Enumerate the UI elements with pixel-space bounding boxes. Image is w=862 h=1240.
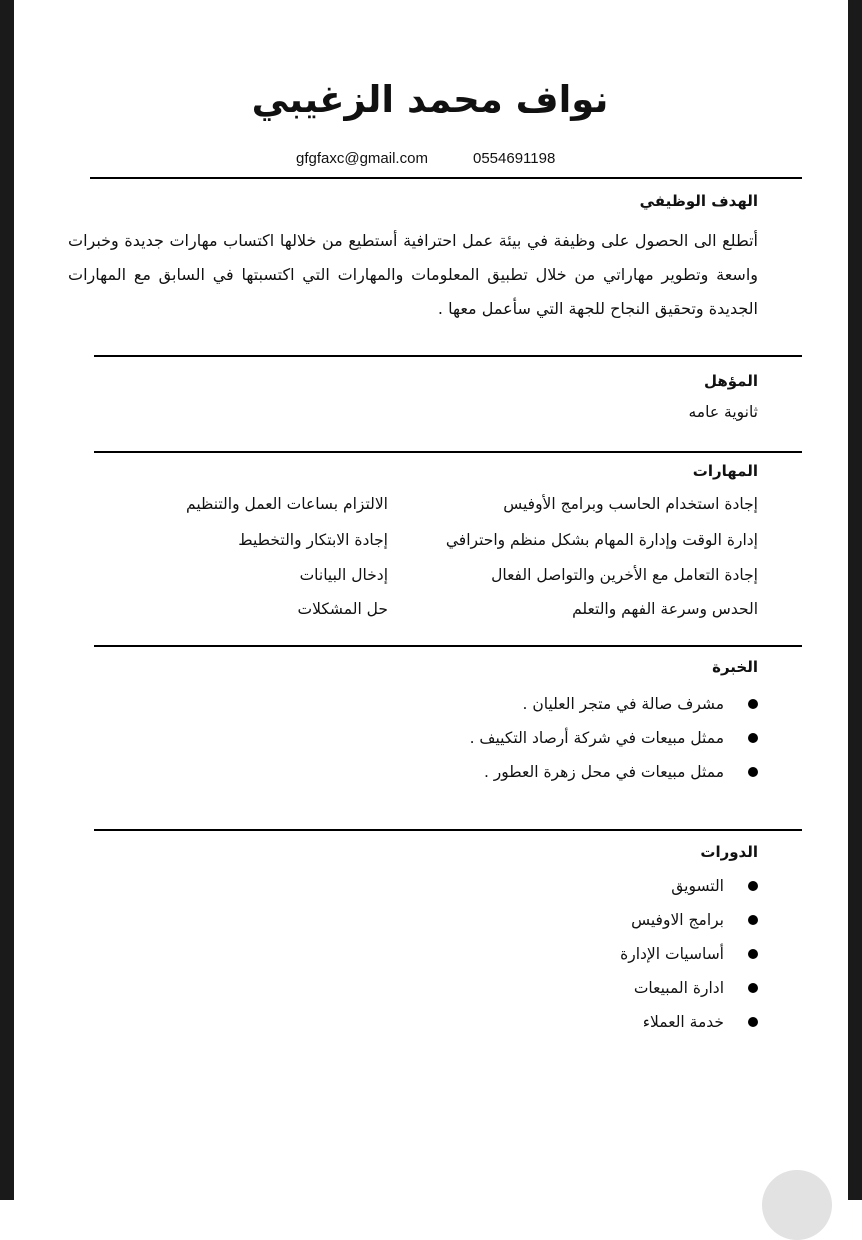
course-item <box>620 942 758 966</box>
course-item <box>671 874 758 898</box>
skills-divider <box>94 645 802 647</box>
experience-item <box>470 726 758 750</box>
skills-heading: المهارات <box>692 462 758 480</box>
experience-text: مشرف صالة في متجر العليان . <box>522 695 724 713</box>
right-frame-border <box>848 0 862 1200</box>
bullet-icon <box>748 699 758 709</box>
experience-divider <box>94 829 802 831</box>
bullet-icon <box>748 949 758 959</box>
skill-item: إجادة التعامل مع الأخرين والتواصل الفعال <box>491 566 758 584</box>
course-item <box>634 976 758 1000</box>
resume-page <box>30 0 830 1200</box>
course-text: برامج الاوفيس <box>631 911 724 929</box>
skill-item: الحدس وسرعة الفهم والتعلم <box>572 600 758 618</box>
skill-item: إجادة الابتكار والتخطيط <box>238 531 388 549</box>
objective-divider <box>94 355 802 357</box>
course-text: أساسيات الإدارة <box>620 945 724 963</box>
qualification-divider <box>94 451 802 453</box>
skill-item: إدارة الوقت وإدارة المهام بشكل منظم واحترافي <box>445 531 758 549</box>
skill-item: الالتزام بساعات العمل والتنظيم <box>186 495 388 513</box>
course-text: التسويق <box>671 877 724 895</box>
email-address: gfgfaxc@gmail.com <box>296 150 428 167</box>
course-text: خدمة العملاء <box>642 1013 724 1031</box>
experience-heading: الخبرة <box>712 658 758 676</box>
skill-item: إدخال البيانات <box>299 566 388 584</box>
course-text: ادارة المبيعات <box>633 979 724 997</box>
course-item <box>643 1010 758 1034</box>
bullet-icon <box>748 983 758 993</box>
phone-number: 0554691198 <box>473 150 556 167</box>
bullet-icon <box>748 881 758 891</box>
experience-item <box>484 760 758 784</box>
qualification-value: ثانوية عامه <box>688 403 758 421</box>
bullet-icon <box>748 915 758 925</box>
skill-item: حل المشكلات <box>297 600 388 618</box>
applicant-name: نواف محمد الزغيبي <box>251 78 609 121</box>
experience-item <box>522 692 758 716</box>
left-frame-border <box>0 0 14 1200</box>
qualification-heading: المؤهل <box>703 372 758 390</box>
skill-item: إجادة استخدام الحاسب وبرامج الأوفيس <box>503 495 758 513</box>
bullet-icon <box>748 733 758 743</box>
experience-text: ممثل مبيعات في شركة أرصاد التكييف . <box>469 729 724 747</box>
objective-text: أتطلع الى الحصول على وظيفة في بيئة عمل احترافية أستطيع من خلالها اكتساب مهارات جديدة وخبرات واسعة وتطوير مهاراتي من خلال تطبيق المعلومات والمهارات التي اكتسبتها في السابق مع المهارات الجديدة وتحقيق النجاح للجهة التي سأعمل معها . <box>68 231 758 318</box>
bullet-icon <box>748 767 758 777</box>
courses-heading: الدورات <box>700 843 758 861</box>
experience-text: ممثل مبيعات في محل زهرة العطور . <box>483 763 724 781</box>
header-divider <box>90 177 802 179</box>
objective-heading: الهدف الوظيفي <box>639 192 758 210</box>
bullet-icon <box>748 1017 758 1027</box>
course-item <box>631 908 758 932</box>
